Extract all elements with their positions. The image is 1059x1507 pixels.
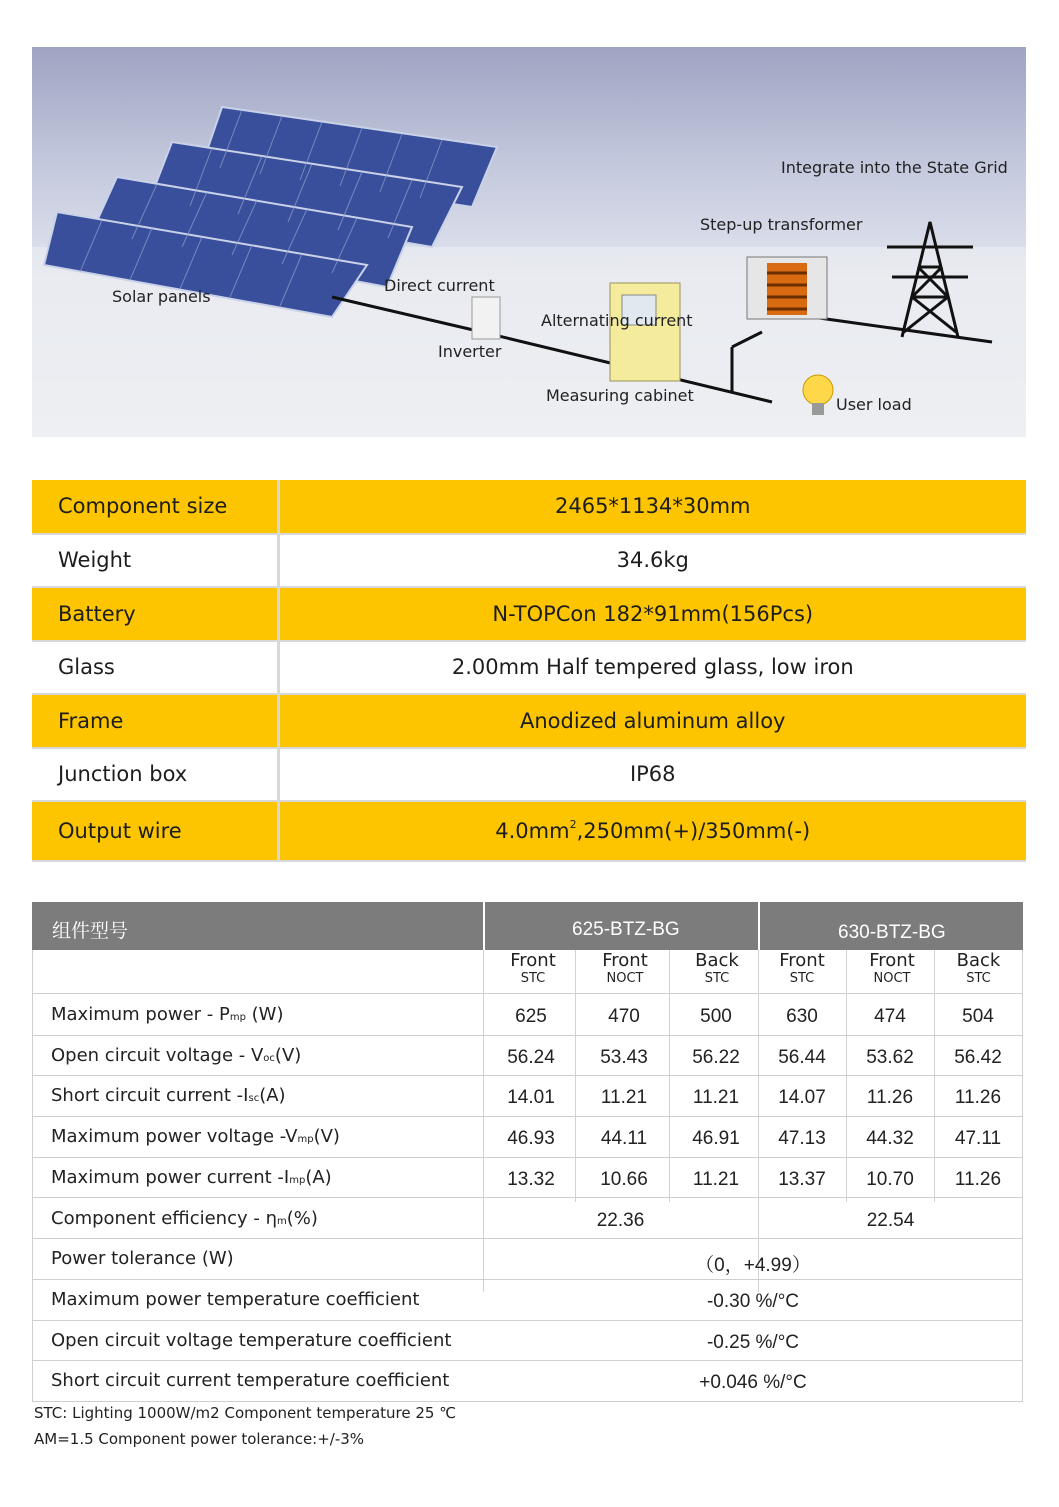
row-label: Component efficiency - ηm(%) [51, 1207, 318, 1229]
label-solar-panels: Solar panels [112, 287, 211, 306]
table-cell: 500 [700, 1006, 732, 1027]
spec-row [32, 641, 1026, 695]
row-label: Power tolerance (W) [51, 1248, 234, 1270]
subheader: Front NOCT [602, 950, 648, 986]
spec-key: Glass [32, 641, 278, 695]
spec-value: 2.00mm Half tempered glass, low iron [278, 641, 1026, 695]
table-cell: 56.24 [507, 1046, 555, 1068]
output-wire-b: ,250mm(+)/350mm(-) [576, 819, 811, 843]
spec-value: N-TOPCon 182*91mm(156Pcs) [278, 587, 1026, 641]
table-cell: 11.21 [692, 1087, 740, 1109]
table-cell: 13.37 [778, 1168, 826, 1190]
table-cell: 56.42 [954, 1046, 1002, 1068]
row-label: Maximum power voltage -Vmp(V) [51, 1126, 340, 1148]
table-cell: 44.11 [600, 1128, 648, 1150]
spec-value: IP68 [278, 748, 1026, 802]
spec-value: Anodized aluminum alloy [278, 694, 1026, 748]
table-cell: 44.32 [866, 1128, 914, 1150]
spec-key: Battery [32, 587, 278, 641]
spec-key: Frame [32, 694, 278, 748]
table-cell: 10.70 [866, 1168, 914, 1190]
row-label: Short circuit current temperature coefficient [51, 1370, 450, 1392]
span-value: （0，+4.99） [695, 1255, 811, 1277]
table-cell: 11.21 [692, 1168, 740, 1190]
table-cell: 504 [962, 1006, 994, 1027]
table-cell: 56.22 [692, 1046, 740, 1068]
table-cell: 13.32 [507, 1168, 555, 1190]
subheader: Front NOCT [869, 950, 915, 986]
row-label: Open circuit voltage - Voc(V) [51, 1044, 302, 1066]
spec-row [32, 748, 1026, 802]
efficiency-value: 22.36 [596, 1209, 645, 1231]
transformer [747, 257, 827, 319]
span-value: -0.25 %/°C [706, 1331, 800, 1353]
table-row [32, 995, 1023, 1036]
solar-system-diagram [32, 47, 1026, 437]
spec-key: Junction box [32, 748, 278, 802]
label-user-load: User load [836, 395, 912, 414]
table-cell: 53.43 [600, 1046, 648, 1068]
table-cell: 46.93 [507, 1128, 555, 1150]
footnote-am: AM=1.5 Component power tolerance:+/-3% [34, 1430, 365, 1448]
header-divider [758, 902, 760, 950]
spec-row [32, 480, 1026, 534]
output-wire-a: 4.0mm [495, 819, 570, 843]
subheader-row-line [32, 950, 1023, 994]
span-value: -0.30 %/°C [706, 1290, 800, 1312]
table-row [32, 1321, 1023, 1362]
model-header [32, 902, 1023, 950]
row-label: Maximum power - Pmp (W) [51, 1004, 284, 1025]
table-cell: 56.44 [778, 1046, 826, 1068]
table-cell: 10.66 [600, 1168, 648, 1190]
table-cell: 11.21 [600, 1087, 648, 1109]
spec-value [278, 801, 1026, 861]
output-wire-sup: 2 [569, 818, 577, 831]
table-row [32, 1361, 1023, 1402]
span-value: +0.046 %/°C [699, 1372, 807, 1394]
spec-key: Output wire [32, 801, 278, 861]
label-alternating-current: Alternating current [541, 311, 693, 330]
footnote-stc: STC: Lighting 1000W/m2 Component temperature 25 ℃ [34, 1404, 457, 1422]
table-row [32, 1239, 1023, 1280]
table-cell: 11.26 [954, 1168, 1002, 1190]
table-cell: 47.11 [954, 1128, 1002, 1150]
subheader: Front STC [779, 950, 825, 986]
diagram-illustration [32, 47, 1026, 437]
model-a-title: 625-BTZ-BG [572, 919, 680, 940]
label-measuring-cabinet: Measuring cabinet [546, 386, 694, 405]
label-state-grid: Integrate into the State Grid [781, 158, 1008, 177]
table-cell: 470 [608, 1006, 640, 1027]
spec-value: 34.6kg [278, 534, 1026, 588]
spec-row [32, 587, 1026, 641]
efficiency-value: 22.54 [866, 1209, 915, 1231]
model-header-label: 组件型号 [52, 921, 129, 942]
row-label: Maximum power current -Imp(A) [51, 1166, 332, 1188]
table-row [32, 1199, 1023, 1240]
label-inverter: Inverter [438, 342, 502, 361]
table-cell: 14.01 [507, 1087, 555, 1109]
spec-key: Weight [32, 534, 278, 588]
row-label: Maximum power temperature coefficient [51, 1288, 420, 1310]
table-cell: 47.13 [778, 1128, 826, 1150]
table-row [32, 1036, 1023, 1077]
subheader: Back STC [956, 950, 1001, 986]
row-label: Short circuit current -Isc(A) [51, 1085, 286, 1107]
table-cell: 11.26 [954, 1087, 1002, 1109]
spec-table [32, 480, 1026, 862]
inverter-box [472, 297, 500, 339]
table-row [32, 1076, 1023, 1117]
table-row [32, 1117, 1023, 1158]
table-cell: 630 [786, 1006, 818, 1027]
table-cell: 14.07 [778, 1087, 826, 1109]
spec-value: 2465*1134*30mm [278, 480, 1026, 534]
table-cell: 53.62 [866, 1046, 914, 1068]
row-label: Open circuit voltage temperature coefficient [51, 1329, 452, 1351]
spec-row [32, 534, 1026, 588]
model-b-title: 630-BTZ-BG [838, 922, 946, 943]
table-row [32, 1280, 1023, 1321]
subheader: Front STC [510, 950, 556, 986]
spec-row [32, 694, 1026, 748]
label-step-up-transformer: Step-up transformer [700, 215, 863, 234]
table-cell: 11.26 [866, 1087, 914, 1109]
spec-key: Component size [32, 480, 278, 534]
measuring-cabinet [610, 283, 680, 381]
label-direct-current: Direct current [384, 276, 495, 295]
table-cell: 474 [874, 1006, 906, 1027]
spec-row [32, 801, 1026, 861]
header-divider [483, 902, 485, 950]
subheader: Back STC [695, 950, 739, 986]
table-row [32, 1158, 1023, 1199]
table-cell: 625 [515, 1006, 547, 1027]
table-cell: 46.91 [692, 1128, 740, 1150]
